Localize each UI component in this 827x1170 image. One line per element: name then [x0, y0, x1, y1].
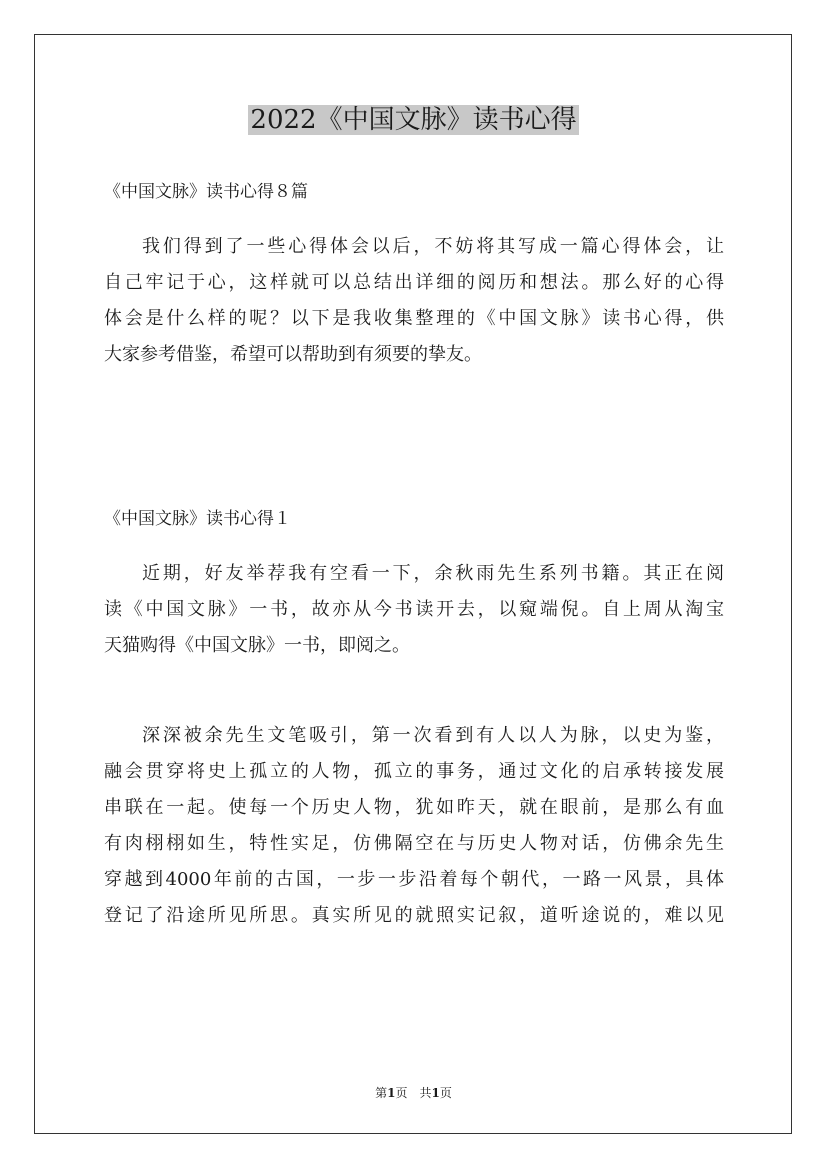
paragraph-line: 穿越到4000年前的古国，一步一步沿着每个朝代，一路一风景，具体: [104, 869, 724, 890]
paragraph-line: 体会是什么样的呢？以下是我收集整理的《中国文脉》读书心得，供: [104, 308, 724, 329]
paragraph-line: 有肉栩栩如生，特性实足，仿佛隔空在与历史人物对话，仿佛余先生: [104, 833, 724, 854]
paragraph-line: 串联在一起。使每一个历史人物，犹如昨天，就在眼前，是那么有血: [104, 797, 724, 818]
footer-mid: 页 共: [395, 1086, 432, 1100]
page-number: 1: [387, 1086, 396, 1100]
footer-suffix: 页: [439, 1086, 452, 1100]
intro-paragraph: [104, 229, 724, 373]
page-footer: [0, 1085, 827, 1101]
body-paragraph-1: [104, 556, 724, 664]
paragraph-line: 天猫购得《中国文脉》一书，即阅之。: [104, 635, 410, 656]
paragraph-line: 大家参考借鉴，希望可以帮助到有须要的挚友。: [104, 344, 482, 365]
paragraph-line: 读《中国文脉》一书，故亦从今书读开去，以窥端倪。自上周从淘宝: [104, 599, 724, 620]
paragraph-line: 融会贯穿将史上孤立的人物，孤立的事务，通过文化的启承转接发展: [104, 761, 724, 782]
document-title: [0, 100, 827, 140]
paragraph-line: 近期，好友举荐我有空看一下，余秋雨先生系列书籍。其正在阅: [142, 563, 724, 584]
paragraph-line: 自己牢记于心，这样就可以总结出详细的阅历和想法。那么好的心得: [104, 272, 724, 293]
paragraph-line: 我们得到了一些心得体会以后，不妨将其写成一篇心得体会，让: [142, 236, 724, 257]
section-heading: 《中国文脉》读书心得１: [104, 509, 291, 529]
paragraph-line: 登记了沿途所见所思。真实所见的就照实记叙，道听途说的，难以见: [104, 905, 724, 926]
body-paragraph-2: [104, 718, 724, 934]
footer-prefix: 第: [375, 1086, 388, 1100]
document-title-text: 2022《中国文脉》读书心得: [250, 105, 577, 135]
page-total: 1: [431, 1086, 440, 1100]
paragraph-line: 深深被余先生文笔吸引，第一次看到有人以人为脉，以史为鉴，: [142, 725, 724, 746]
document-subtitle: 《中国文脉》读书心得８篇: [104, 182, 308, 202]
